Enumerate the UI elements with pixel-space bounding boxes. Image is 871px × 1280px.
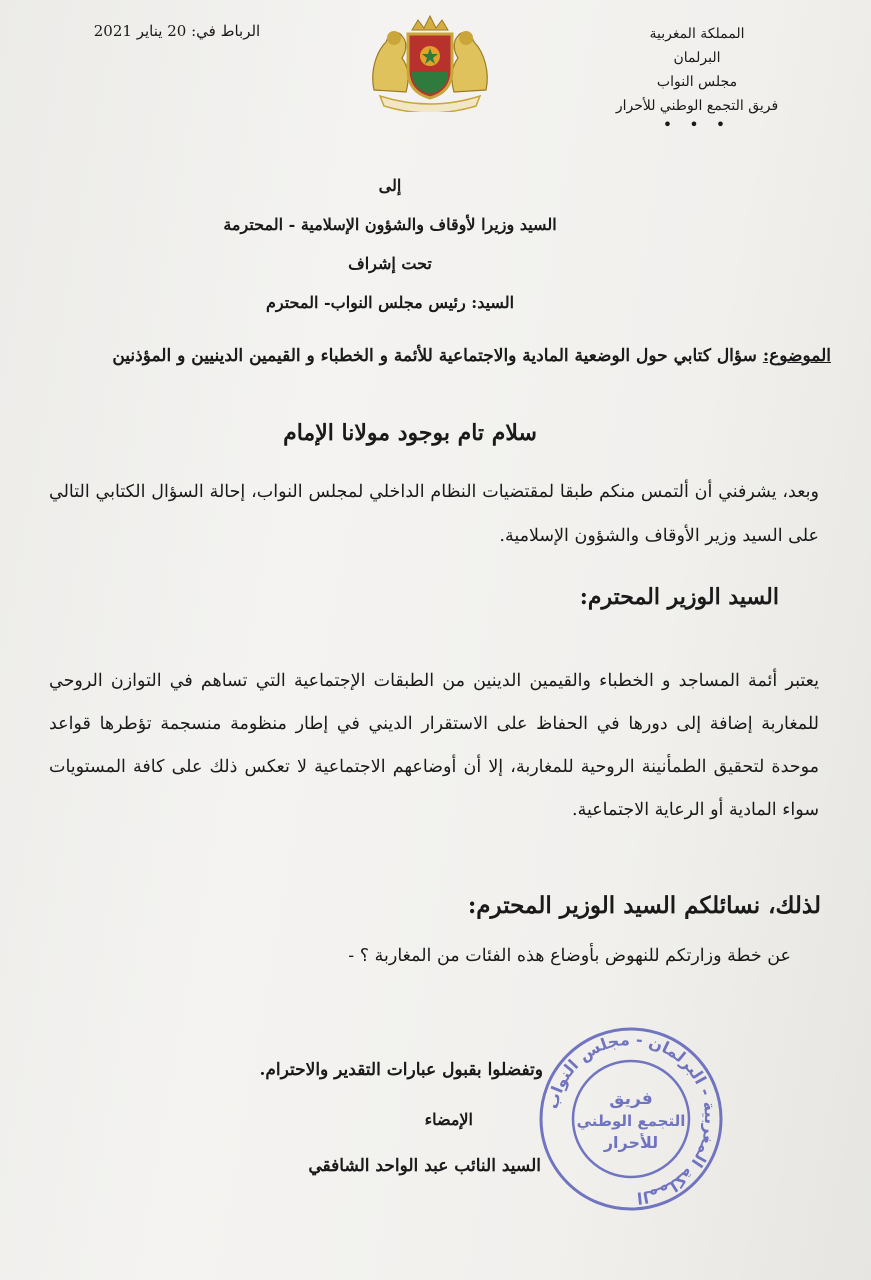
question-dash: - (348, 946, 355, 966)
coat-of-arms-icon (366, 12, 494, 112)
header-line-kingdom: المملكة المغربية (649, 26, 745, 42)
subject-text: سؤال كتابي حول الوضعية المادية والاجتماعية للأئمة و الخطباء و القيمين الدينيين و المؤذنين (112, 346, 763, 366)
addressee-block (180, 166, 600, 322)
official-stamp-icon (536, 1024, 726, 1214)
closing-text: وتفضلوا بقبول عبارات التقدير والاحترام. (259, 1060, 543, 1080)
minister-heading: السيد الوزير المحترم: (579, 584, 779, 610)
addressee-to: إلى (378, 176, 402, 195)
header-line-group: فريق التجمع الوطني للأحرار (615, 98, 779, 114)
greeting: سلام تام بوجود مولانا الإمام (283, 420, 537, 446)
stamp-outer-text: المملكة المغربية - البرلمان - مجلس النواب (542, 1029, 721, 1208)
header-line-parliament: البرلمان (673, 50, 721, 66)
question-item (330, 946, 791, 966)
signature-label: الإمضاء (424, 1110, 473, 1129)
signer-name: السيد النائب عبد الواحد الشافقي (308, 1156, 541, 1176)
subject-line (71, 346, 831, 366)
header-line-house: مجلس النواب (656, 74, 738, 90)
stamp-line-3: للأحرار (603, 1133, 659, 1152)
institution-header (587, 22, 807, 132)
question-heading: لذلك، نسائلكم السيد الوزير المحترم: (467, 892, 821, 919)
subject-label: الموضوع: (762, 346, 831, 366)
stamp-line-1: فريق (609, 1089, 653, 1109)
intro-paragraph: وبعد، يشرفني أن ألتمس منكم طبقا لمقتضيات النظام الداخلي لمجلس النواب، إحالة السؤال الكتابي التالي على السيد وزير الأوقاف والشؤون الإسلامية. (49, 482, 819, 546)
question-text: عن خطة وزارتكم للنهوض بأوضاع هذه الفئات من المغاربة ؟ (359, 946, 791, 966)
place-date: الرباط في: 20 يناير 2021 (93, 22, 261, 40)
body-paragraph: يعتبر أئمة المساجد و الخطباء والقيمين الدينين من الطبقات الإجتماعية التي تساهم في التوازن الروحي للمغاربة إضافة إلى دورها في الحفاظ على الاستقرار الديني في إطار منظومة منسجمة تؤطرها قواعد موحدة لتحقيق الطمأنينة الروحية للمغاربة، إلا أن أوضاعهم الاجتماعية لا تعكس ذلك على كافة المستويات سواء المادية أو الرعاية الاجتماعية. (49, 671, 819, 820)
header-dots: • • • (662, 115, 732, 134)
addressee-speaker: السيد: رئيس مجلس النواب- المحترم (265, 293, 515, 312)
addressee-minister: السيد وزيرا لأوقاف والشؤون الإسلامية - المحترمة (223, 215, 557, 234)
addressee-supervision: تحت إشراف (348, 254, 432, 273)
stamp-line-2: التجمع الوطني (576, 1112, 686, 1130)
